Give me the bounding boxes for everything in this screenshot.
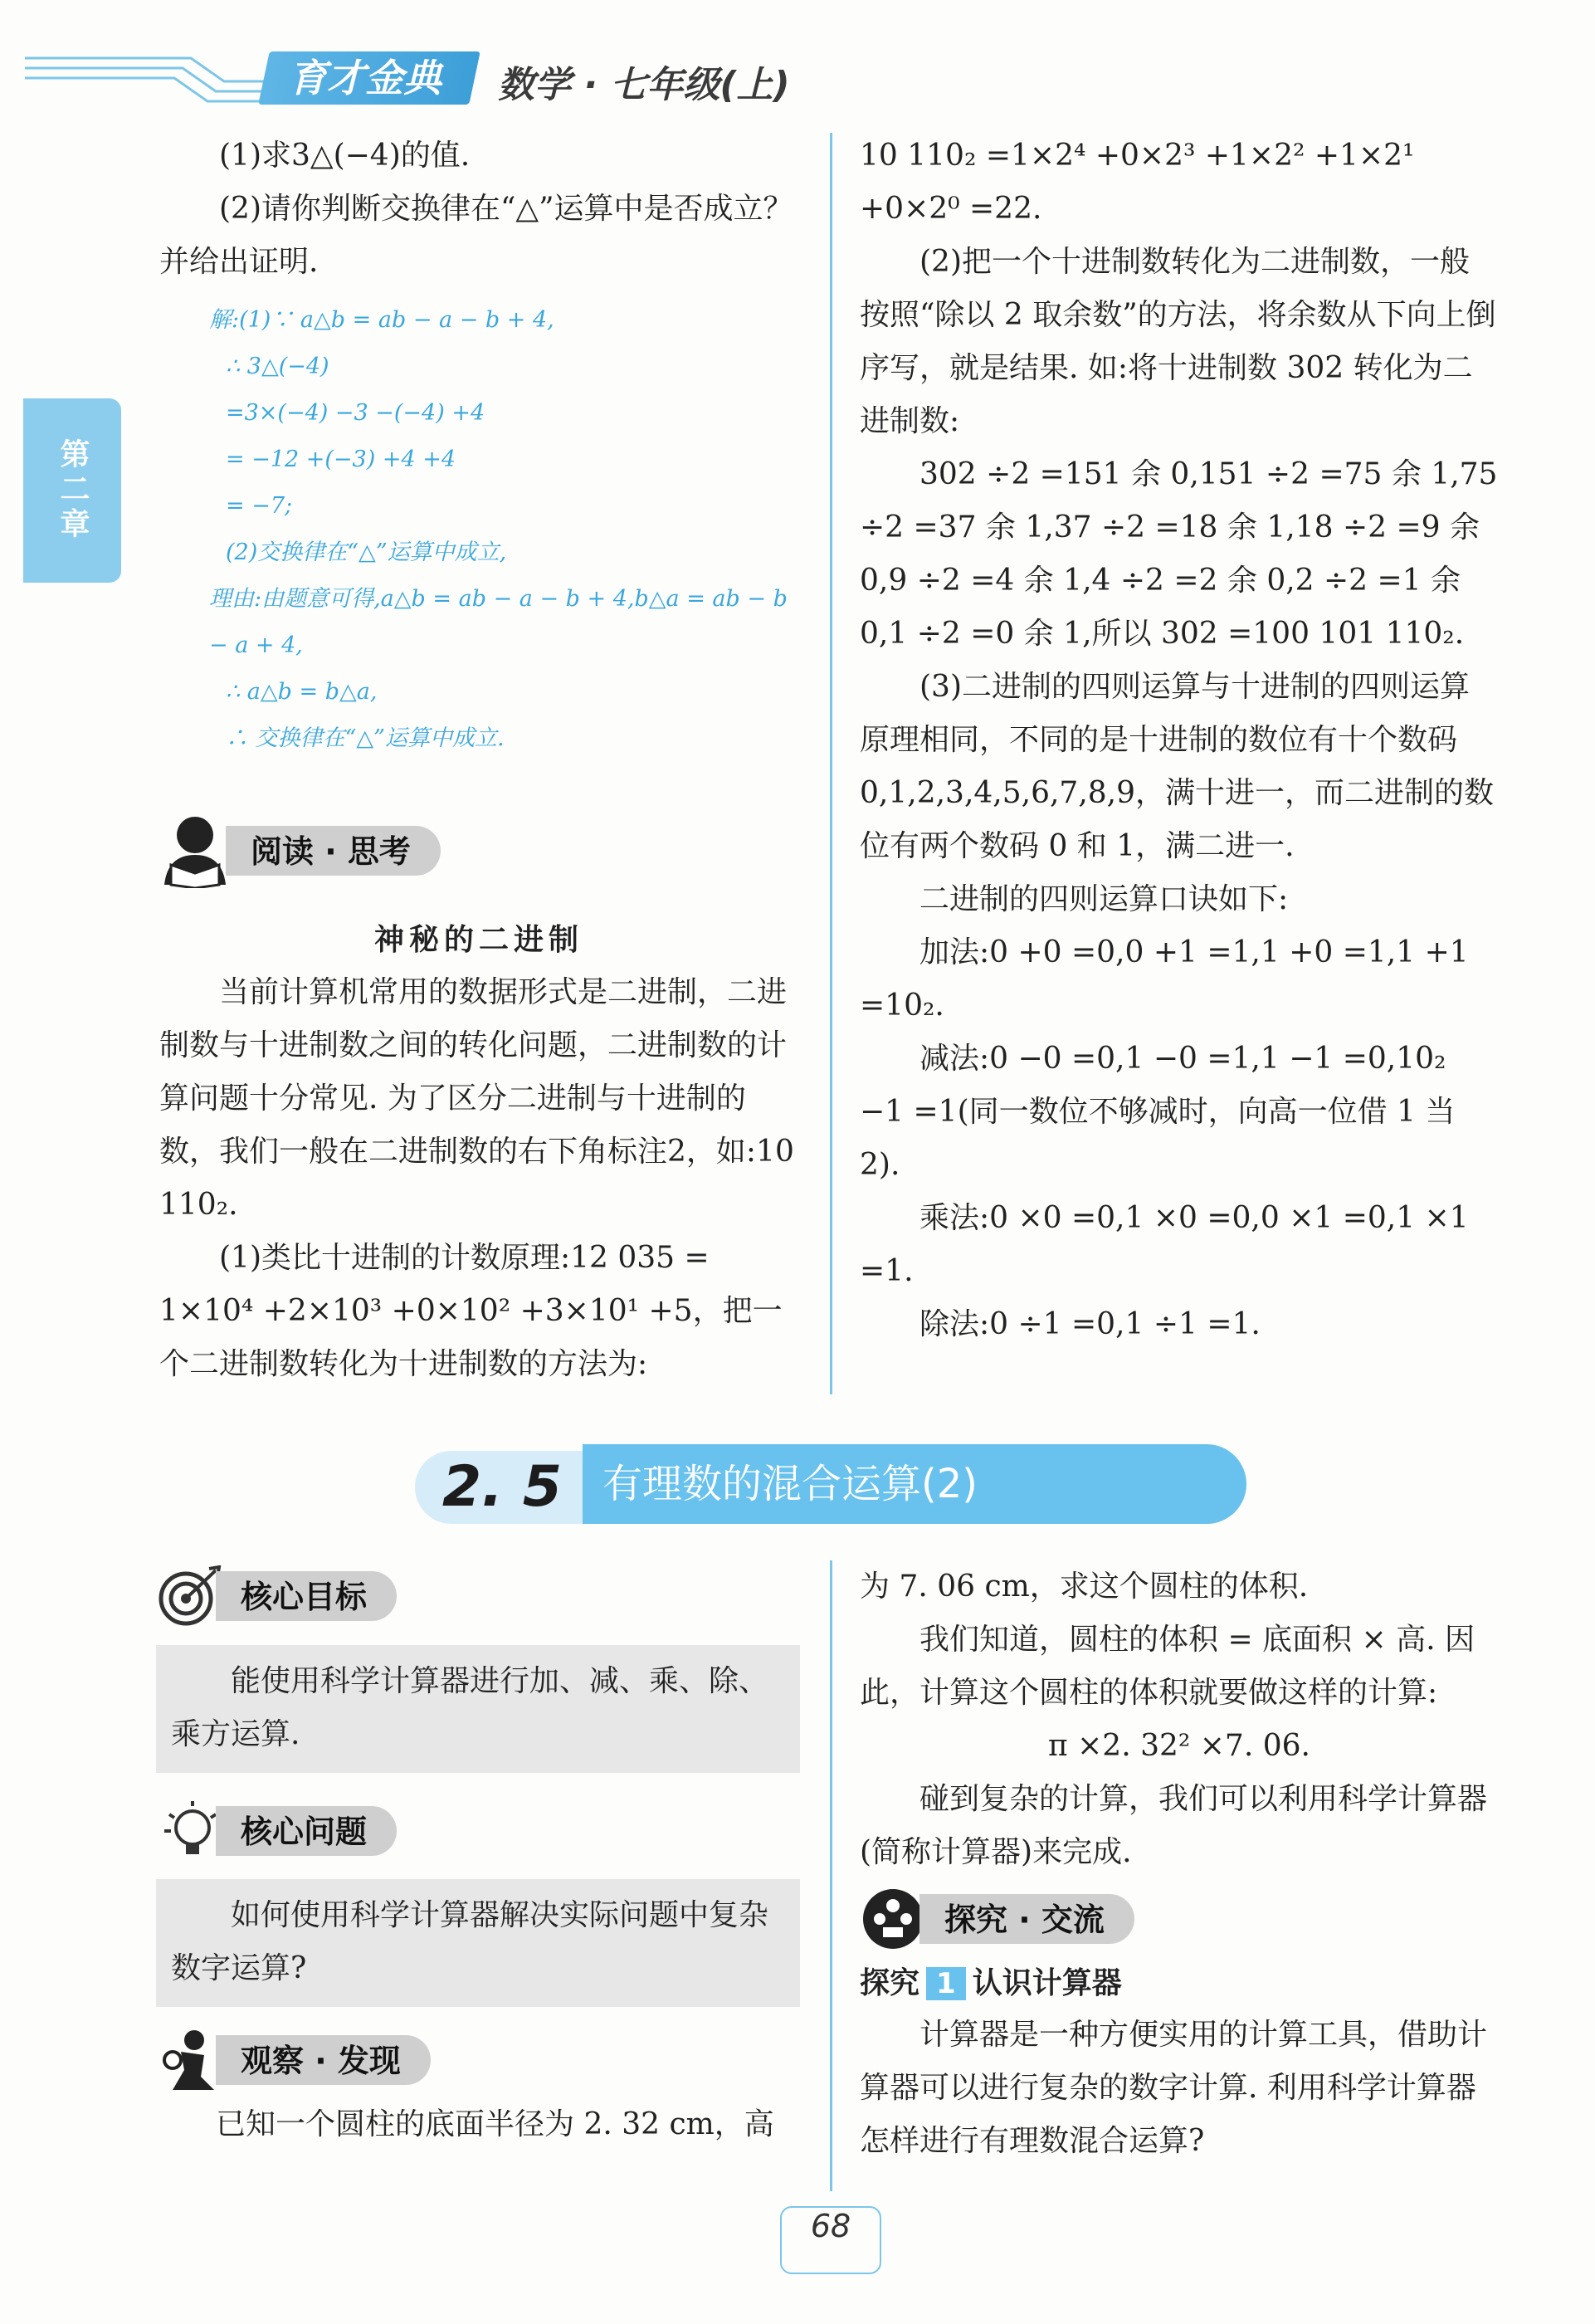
left-column-bottom xyxy=(156,1565,800,2151)
addition-rule: 加法:0 +0 =0,0 +1 =1,1 +0 =1,1 +1 =10₂. xyxy=(860,935,1469,1023)
observe-badge: 观察 · 发现 xyxy=(216,2035,431,2085)
question-badge: 核心问题 xyxy=(216,1806,397,1856)
answer-line: ∴ 交换律在“△”运算中成立. xyxy=(226,725,505,751)
answer-block xyxy=(159,297,798,762)
question-box xyxy=(156,1879,800,2007)
reading-paragraph-2: (1)类比十进制的计数原理:12 035 = 1×10⁴ +2×10³ +0×10² +3×10¹ +5，把一个二进制数转化为十进制数的方法为: xyxy=(159,1241,783,1381)
answer-line: =3×(−4) −3 −(−4) +4 xyxy=(226,400,485,426)
answer-line: = −7; xyxy=(226,493,293,519)
column-divider-top xyxy=(830,133,832,1394)
goal-header xyxy=(156,1565,800,1627)
target-icon xyxy=(156,1565,222,1627)
multiplication-rule: 乘法:0 ×0 =0,1 ×0 =0,0 ×1 =0,1 ×1 =1. xyxy=(860,1201,1469,1288)
section-title: 有理数的混合运算(2) xyxy=(583,1444,1246,1524)
section-number: 2. 5 xyxy=(415,1451,589,1524)
observer-icon xyxy=(156,2027,222,2093)
question-1: (1)求3△(−4)的值. xyxy=(219,139,471,173)
right-column-bottom xyxy=(860,1560,1499,2168)
answer-line: 理由:由题意可得,a△b = ab − a − b + 4,b△a = ab − b − a + 4, xyxy=(209,586,788,658)
page-number: 68 xyxy=(780,2206,881,2274)
explore-title: 认识计算器 xyxy=(972,1966,1122,2000)
subject-title: 数学 · 七年级(上) xyxy=(498,64,790,106)
column-divider-bottom xyxy=(830,1560,832,2191)
explore-badge: 探究 · 交流 xyxy=(919,1894,1134,1944)
answer-line: ∴ 3△(−4) xyxy=(226,354,329,379)
group-discussion-icon xyxy=(860,1886,926,1952)
reading-title: 神秘的二进制 xyxy=(373,922,583,957)
cylinder-height-line: 为 7. 06 cm，求这个圆柱的体积. xyxy=(860,1570,1309,1604)
goal-text: 能使用科学计算器进行加、减、乘、除、乘方运算. xyxy=(171,1664,769,1751)
reading-body xyxy=(159,913,798,1391)
explore-label: 探究 xyxy=(860,1966,920,2000)
explore-number: 1 xyxy=(926,1967,966,2000)
division-example: 302 ÷2 =151 余 0,151 ÷2 =75 余 1,75 ÷2 =37 余 1,37 ÷2 =18 余 1,18 ÷2 =9 余 0,9 ÷2 =4 余 1,4 ÷2 =2 余 0,2 ÷2 =1 余 0,1 ÷2 =0 余 1,所以 302 =100 101 110₂. xyxy=(860,457,1498,651)
observe-text: 已知一个圆柱的底面半径为 2. 32 cm，高 xyxy=(216,2107,774,2141)
reading-paragraph-1: 当前计算机常用的数据形式是二进制，二进制数与十进制数之间的转化问题，二进制数的计算问题十分常见. 为了区分二进制与十进制的数，我们一般在二进制数的右下角标注2，如:10 110₂. xyxy=(159,975,794,1222)
arithmetic-paragraph: (3)二进制的四则运算与十进制的四则运算原理相同，不同的是十进制的数位有十个数码0,1,2,3,4,5,6,7,8,9，满十进一，而二进制的数位有两个数码 0 和 1，满二进一. xyxy=(860,670,1495,863)
answer-line: ∴ a△b = b△a, xyxy=(226,679,378,705)
goal-box xyxy=(156,1645,800,1773)
binary-conversion-line: 10 110₂ =1×2⁴ +0×2³ +1×2² +1×2¹ +0×2⁰ =22. xyxy=(860,139,1415,226)
reading-badge: 阅读 · 思考 xyxy=(226,826,441,876)
lightbulb-icon xyxy=(156,1798,222,1864)
explore-paragraph: 计算器是一种方便实用的计算工具，借助计算器可以进行复杂的数字计算. 利用科学计算器怎样进行有理数混合运算? xyxy=(860,2018,1488,2158)
brand-logo: 育才金典 xyxy=(258,51,480,105)
subtraction-rule: 减法:0 −0 =0,1 −0 =1,1 −1 =0,10₂ −1 =1(同一数位不够减时，向高一位借 1 当 2). xyxy=(860,1042,1456,1182)
observe-header xyxy=(156,2027,800,2093)
answer-line: (2)交换律在“△”运算中成立, xyxy=(226,540,507,565)
reader-icon xyxy=(159,813,231,888)
chapter-side-tab: 第二章 xyxy=(23,398,121,583)
right-column-top xyxy=(860,129,1499,1351)
method-paragraph: (2)把一个十进制数转化为二进制数，一般按照“除以 2 取余数”的方法，将余数从下向上倒序写，就是结果. 如:将十进制数 302 转化为二进制数: xyxy=(860,245,1496,438)
header-decor-lines xyxy=(25,48,274,106)
volume-paragraph: 我们知道，圆柱的体积 = 底面积 × 高. 因此，计算这个圆柱的体积就要做这样的计算: xyxy=(860,1623,1475,1710)
question-text: 如何使用科学计算器解决实际问题中复杂数字运算? xyxy=(171,1898,769,1985)
question-header xyxy=(156,1798,800,1864)
answer-line: = −12 +(−3) +4 +4 xyxy=(226,447,456,472)
answer-line: 解:(1)∵ a△b = ab − a − b + 4, xyxy=(209,307,554,333)
explore-header xyxy=(860,1886,1499,1952)
reading-header xyxy=(159,813,441,888)
calculator-paragraph: 碰到复杂的计算，我们可以利用科学计算器(简称计算器)来完成. xyxy=(860,1782,1488,1869)
volume-formula: π ×2. 32² ×7. 06. xyxy=(1048,1729,1310,1763)
explore-subtitle xyxy=(860,1959,1499,2009)
left-column-top xyxy=(159,129,798,762)
rules-intro: 二进制的四则运算口诀如下: xyxy=(919,882,1289,916)
division-rule: 除法:0 ÷1 =0,1 ÷1 =1. xyxy=(919,1307,1261,1341)
goal-badge: 核心目标 xyxy=(216,1571,397,1621)
question-2: (2)请你判断交换律在“△”运算中是否成立？并给出证明. xyxy=(159,192,793,279)
